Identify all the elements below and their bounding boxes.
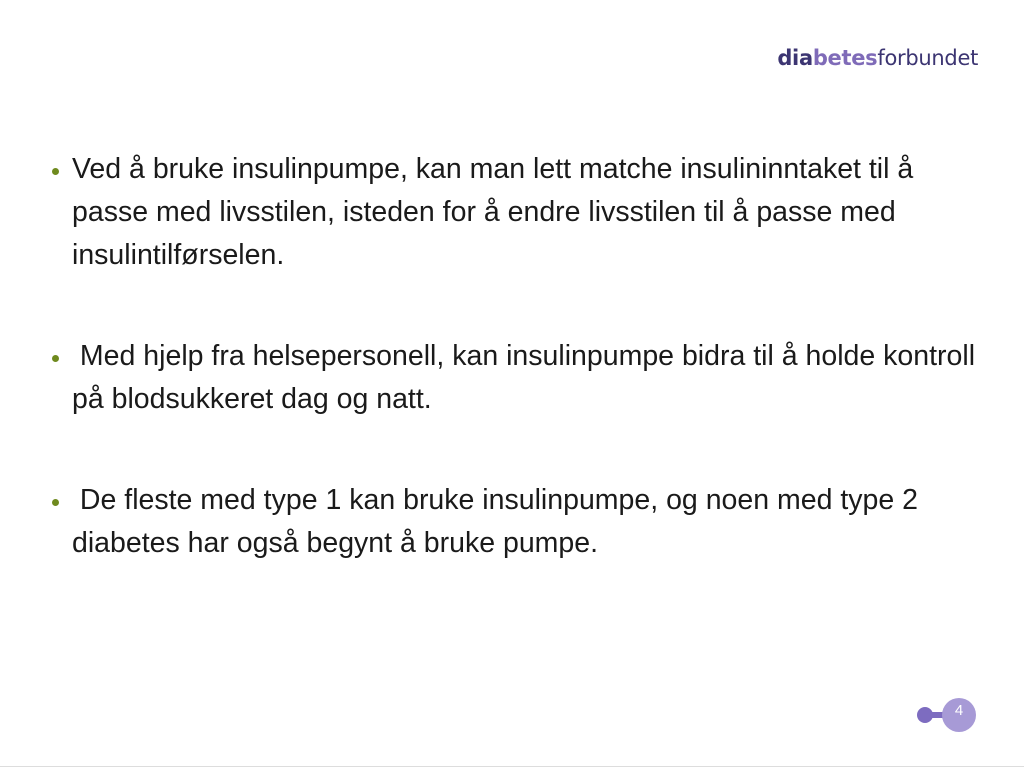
logo-text-dia: dia — [777, 46, 813, 70]
bullet-item — [50, 335, 983, 421]
bullet-dot-icon — [52, 499, 59, 506]
bullet-item — [50, 479, 980, 565]
page-number-badge — [917, 698, 979, 732]
bullet-item — [50, 148, 980, 277]
bullet-text: Ved å bruke insulinpumpe, kan man lett matche insulininntaket til å passe med livsstilen, isteden for å endre livsstilen til å passe med insulintilførselen. — [72, 153, 914, 271]
bullet-text: Med hjelp fra helsepersonell, kan insulinpumpe bidra til å holde kontroll på blodsukkeret dag og natt. — [72, 340, 983, 415]
bottom-divider — [0, 766, 1024, 767]
diabetesforbundet-logo — [777, 46, 978, 70]
page-number: 4 — [954, 702, 964, 719]
logo-text-betes: betes — [812, 46, 878, 70]
bullet-list — [50, 148, 983, 565]
bullet-dot-icon — [52, 168, 59, 175]
logo-text-forbundet: forbundet — [877, 46, 978, 70]
bullet-text: De fleste med type 1 kan bruke insulinpumpe, og noen med type 2 diabetes har også begynt å bruke pumpe. — [72, 484, 926, 559]
bullet-dot-icon — [52, 355, 59, 362]
